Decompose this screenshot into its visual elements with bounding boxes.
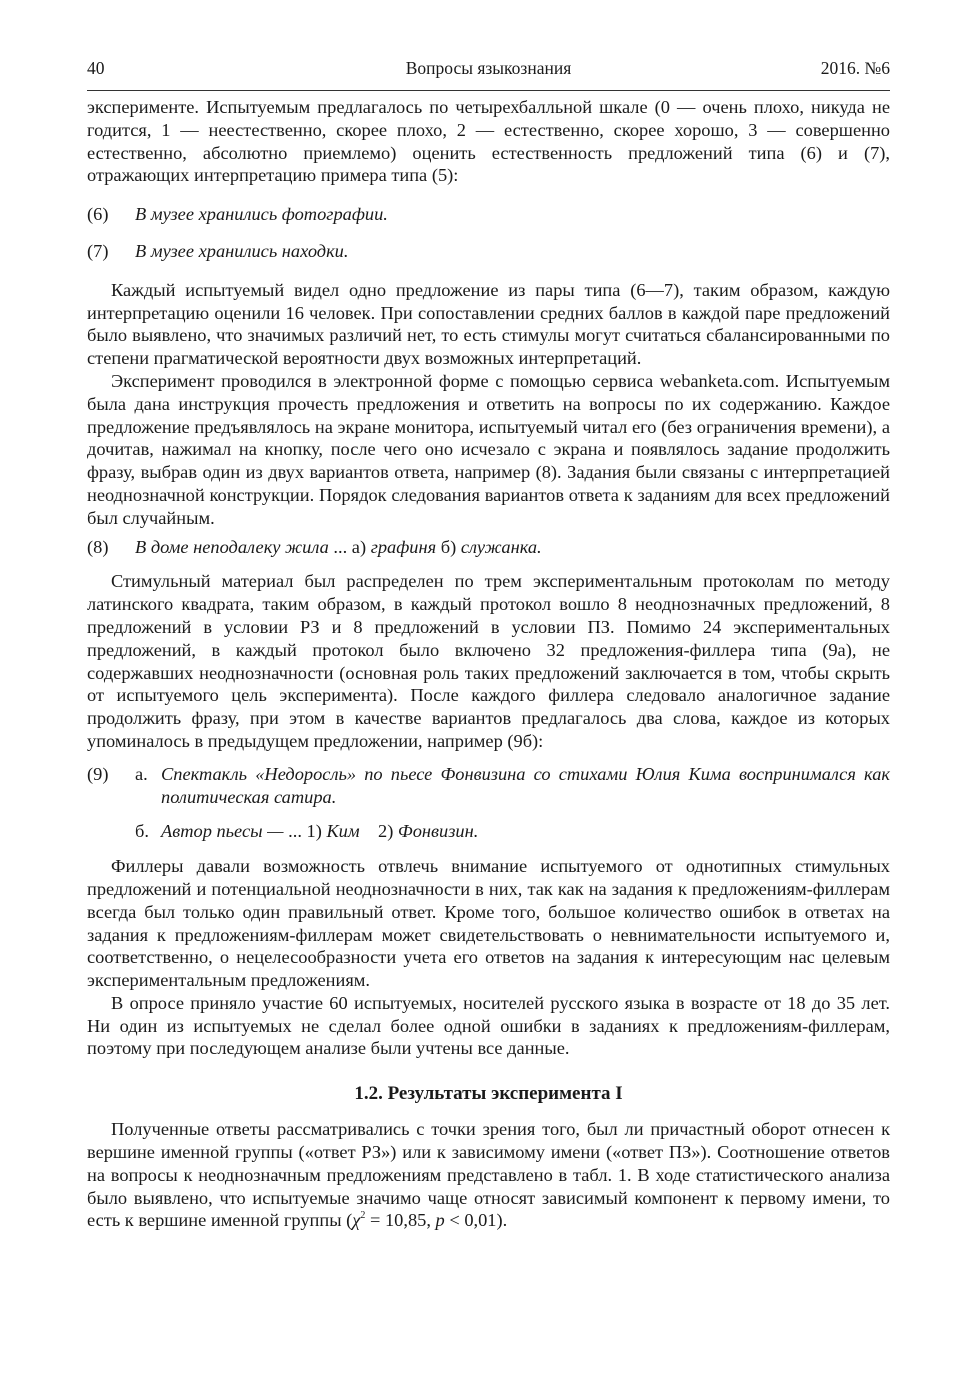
example-9b [87, 820, 890, 843]
journal-title: Вопросы языкознания [405, 58, 572, 78]
example-text: В музее хранились находки. [135, 240, 349, 261]
example-number: (7) [87, 240, 109, 261]
paragraph-participants: В опросе приняло участие 60 испытуемых, носителей русского языка в возрасте от 18 до 35 лет. Ни один из испытуемых не сделал более одной ошибки в заданиях к предложениям-филлерам, поэтому при последующем анализе были учтены все данные. [87, 992, 890, 1059]
paragraph-procedure: Эксперимент проводился в электронной форме с помощью сервиса webanketa.com. Испытуемым была дана инструкция прочесть предложения и ответить на вопросы по их содержанию. Каждое предложение предъявлялось на экране монитора, испытуемый читал его (без ограничения времени), а дочитав, нажимал на кнопку, после чего оно исчезало с экрана и появлялось задание продолжить фразу, выбрав один из двух вариантов ответа, например (8). Задания были связаны с интерпретацией неоднозначной конструкции. Порядок следования вариантов ответа к заданиям для всех предложений был случайным. [87, 370, 890, 528]
paragraph-participants-rating: Каждый испытуемый видел одно предложение из пары типа (6—7), таким образом, каждую интерпретацию оценили 16 человек. При сопоставлении средних баллов в каждой паре предложений было выявлено, что значимых различий нет, то есть стимулы могут считаться сбалансированными по степени прагматической вероятности двух возможных интерпретаций. [87, 279, 890, 369]
example-text: В доме неподалеку жила ... а) графиня б) служанка. [135, 536, 542, 557]
example-7 [87, 240, 890, 263]
example-8 [87, 536, 890, 559]
example-sub-label: б. [135, 821, 149, 842]
example-number: (8) [87, 536, 109, 557]
journal-page [87, 58, 890, 1232]
example-text: В музее хранились фотографии. [135, 204, 388, 225]
paragraph-fillers: Филлеры давали возможность отвлечь внимание испытуемого от однотипных стимульных предложений и потенциальной неоднозначности в них, так как на задания к предложениям-филлерам всегда был только один правильный ответ. Кроме того, большое количество ошибок в ответах на задания к предложениям-филлерам может свидетельствовать о невнимательности испытуемого и, соответственно, о нецелесообразности учета его ответов на задания к интересующим нас целевым экспериментальным предложениям. [87, 856, 890, 991]
paragraph-stimuli: Стимульный материал был распределен по трем экспериментальным протоколам по методу латинского квадрата, таким образом, в каждый протокол вошло 8 неоднозначных предложений, 8 предложений в условии РЗ и 8 предложений в условии ПЗ. Помимо 24 экспериментальных предложений, в каждый протокол было включено 32 предложения-филлера типа (9а), не содержавших неоднозначности (основная роль таких предложений заключается в том, чтобы скрыть от испытуемого цель эксперимента). После каждого филлера следовало аналогичное задание продолжить фразу, при этом в качестве вариантов предлагалось два слова, каждое из которых упоминалось в предыдущем предложении, например (9б): [87, 571, 890, 751]
example-9a [87, 763, 890, 809]
example-sub-label: а. [135, 763, 148, 784]
intro-paragraph: эксперименте. Испытуемым предлагалось по четырехбалльной шкале (0 — очень плохо, никуда не годится, 1 — неестественно, скорее плохо, 2 — естественно, скорее хорошо, 3 — совершенно естественно, абсолютно приемлемо) оценить естественность предложений типа (6) и (7), отражающих интерпретацию примера типа (5): [87, 97, 890, 186]
example-6 [87, 203, 890, 226]
issue-number: 2016. №6 [820, 58, 890, 78]
section-heading: 1.2. Результаты эксперимента I [354, 1083, 623, 1105]
example-number: (9) [87, 763, 109, 784]
page-number: 40 [87, 58, 105, 78]
example-text: Спектакль «Недоросль» по пьесе Фонвизина со стихами Юлия Кима воспринимался как политическая сатира. [161, 763, 890, 807]
example-number: (6) [87, 204, 109, 225]
example-text: Автор пьесы — ... 1) Ким 2) Фонвизин. [161, 821, 479, 842]
running-header [87, 58, 890, 82]
paragraph-results: Полученные ответы рассматривались с точки зрения того, был ли причастный оборот отнесен к вершине именной группы («ответ РЗ») или к зависимому имени («ответ ПЗ»). Соотношение ответов на вопросы к неоднозначным предложениям представлено в табл. 1. В ходе статистического анализа было выявлено, что испытуемые значимо чаще относят зависимый компонент к первому имени, то есть к вершине именной группы ($\chi^2 = 10,85$, p < 0,01). [87, 1119, 890, 1231]
